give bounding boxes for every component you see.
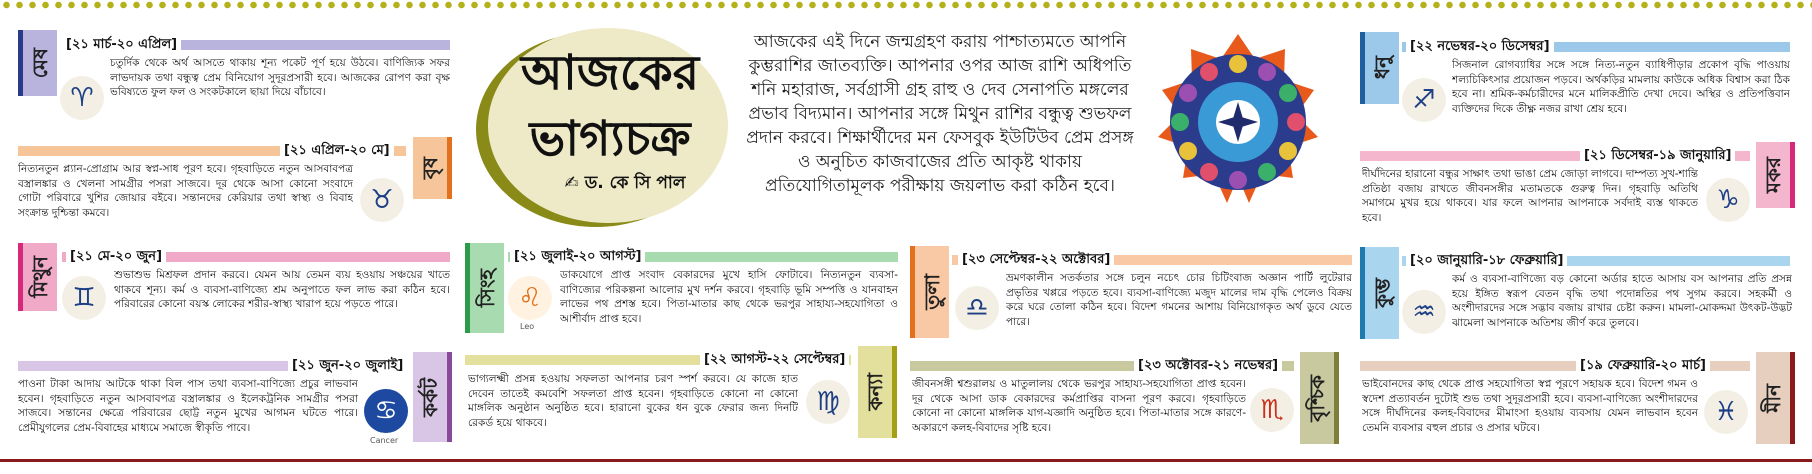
sign-name-tab: কন্যা — [858, 346, 897, 438]
capricorn-icon: ♑ — [1706, 178, 1750, 222]
sign-name-tab: মিথুন — [18, 243, 57, 311]
date-range: [১৯ ফেব্রুয়ারি-২০ মার্চ] — [1576, 356, 1710, 377]
forecast-text: ভ্রমণকালীন সতর্কতার সঙ্গে চলুন নচেৎ চোর চিটিংবাজ অজ্ঞান পার্টি লুটেরার প্রভৃতির খপ্পরে পড়তে হবে। ব্যবসা-বাণিজ্যে মজুদ মালের দাম বৃদ্ধি পেলেও বিক্রয় করে ঘরে তোলা কঠিন হবে। বিদেশ গমনের আশায় বিনিয়োগকৃত অর্থ ডুবে যেতে পারে। — [1006, 272, 1352, 328]
date-range: [২১ এপ্রিল-২০ মে] — [280, 141, 394, 162]
sign-name-tab: মকর — [1756, 142, 1795, 208]
forecast-text: চতুর্দিক থেকে অর্থ আসতে থাকায় শূন্য পকেট পূর্ণ হয়ে উঠবে। বাণিজ্যিক সফর লাভদায়ক তথা বন্ধুত্ব প্রেম বিনিয়োগ সুদূরপ্রসারী হবে। আজকের রোপণ করা বৃক্ষ ভবিষ্যতে ফুল ফল ও সংকটকালে ছায়া দিয়ে বাঁচাবে। — [110, 57, 450, 98]
forecast-text: শুভাশুভ মিশ্রফল প্রদান করবে। যেমন আয় তেমন ব্যয় হওয়ায় সঞ্চয়ের খাতে থাকবে শূন্য। কর্ম ও ব্যবসা-বাণিজ্যে শ্রম অনুপাতে ফল লাভ করা কঠিন হবে। পরিবারের কোনো বয়স্ক লোকের শরীর-স্বাস্থ্য খারাপ হয়ে পড়তে পারে। — [114, 269, 450, 310]
sign-name-tab: তুলা — [910, 246, 949, 338]
aquarius-icon: ♒ — [1402, 290, 1446, 334]
zodiac-wheel-icon — [1148, 32, 1328, 212]
gemini-icon: ♊ — [62, 276, 106, 320]
forecast-text: নিত্যনতুন প্ল্যান-প্রোগ্রাম আর স্বপ্ন-সাধ পূরণ হবে। গৃহবাড়িতে নতুন আসবাবপত্র বস্ত্রালঙ্কার ও খেলনা সামগ্রীর পসরা সাজবে। দূর থেকে আসা কোনো সংবাদে গোটা পরিবারে খুশির জোয়ার বইবে। সন্তানদের কেরিয়ার তথা স্বাস্থ্য ও বিবাহ সংক্রান্ত দুশ্চিন্তা কমবে। — [18, 163, 353, 219]
scorpio-icon: ♏ — [1250, 388, 1294, 432]
date-range: [২৩ সেপ্টেম্বর-২২ অক্টোবর] — [958, 250, 1114, 271]
forecast-text: কর্ম ও ব্যবসা-বাণিজ্যে বড় কোনো অর্ডার হাতে আসায় বস আপনার প্রতি প্রসন্ন হয়ে ইঙ্গিত স্বরূপ বেতন বৃদ্ধি তথা পদোন্নতির পথ সুগম করবে। সহকর্মী ও অংশীদারদের সঙ্গে সদ্ভাব বজায় রাখার চেষ্টা করুন। মামলা-মোকদ্দমা উৎকট-উদ্ভট ঝামেলা আপনাকে অতিশয় জীর্ণ করে তুলবে। — [1452, 273, 1792, 329]
libra-icon: ♎ — [955, 286, 999, 330]
sign-name-tab: ধনু — [1360, 32, 1399, 104]
forecast-text: সিজনাল রোগব্যাধির সঙ্গে সঙ্গে নিত্য-নতুন ব্যাধিপীড়ার প্রকোপ বৃদ্ধি পাওয়ায় শল্যচিকিৎসার প্রয়োজন পড়বে। অর্থকড়ির মামলায় কাউকে অধিক বিশ্বাস করা ঠিক হবে না। শ্রমিক-কর্মচারীদের মনে মালিকপ্রীতি দেখা দেবে। অস্থির ও প্রতিপত্তিবান ব্যক্তিদের দিকে তীক্ষ্ণ নজর রাখা শ্রেয় হবে। — [1452, 59, 1790, 115]
forecast-text: ভাগ্যলক্ষ্মী প্রসন্ন হওয়ায় সফলতা আপনার চরণ স্পর্শ করবে। যে কাজে হাত দেবেন তাতেই কমবেশি সফলতা প্রাপ্ত হবেন। গৃহবাড়িতে কোনো না কোনো মাঙ্গলিক অনুষ্ঠান অনুষ্ঠিত হবে। হারানো বুকের ধন বুকে ফেরার জন্য দিনটি রেকর্ড হয়ে থাকবে। — [468, 373, 798, 429]
dotted-border-top — [0, 0, 1812, 10]
date-range: [২১ মে-২০ জুন] — [66, 247, 166, 268]
date-range: [২১ ডিসেম্বর-১৯ জানুয়ারি] — [1580, 146, 1735, 167]
forecast-text: ডাকযোগে প্রাপ্ত সংবাদ বেকারদের মুখে হাসি ফোটাবে। নিত্যনতুন ব্যবসা-বাণিজ্যের পরিকল্পনা আলোর মুখ দর্শন করবে। গৃহবাড়ি ভূমি সম্পত্তি ও যানবাহন লাভের পথ প্রশস্ত হবে। পিতা-মাতার কাছ থেকে ভরপুর সাহায্য-সহযোগিতা ও আশীর্বাদ প্রাপ্ত হবে। — [560, 269, 898, 325]
cancer-icon: ♋ — [364, 389, 408, 433]
sagittarius-icon: ♐ — [1402, 78, 1446, 122]
author-byline: ✍ ড. কে সি পাল — [564, 173, 686, 193]
forecast-text: পাওনা টাকা আদায় আটকে থাকা বিল পাস তথা ব্যবসা-বাণিজ্যে প্রচুর লাভবান হবেন। গৃহবাড়িতে নতুন আসবাবপত্র বস্ত্রালঙ্কার ও ইলেকট্রনিক সামগ্রীর পসরা সাজবে। সন্তানের ক্ষেত্রে পরিবারের ছোট্ট নতুন মুখের আগমন ঘটতে পারে। প্রেমীযুগলের প্রেম-বিবাহের মাধ্যমে সমাজে স্বীকৃতি পাবে। — [18, 378, 358, 434]
date-range: [২২ আগস্ট-২২ সেপ্টেম্বর] — [700, 350, 849, 371]
sign-name-tab: সিংহ — [465, 243, 504, 333]
date-range: [২১ মার্চ-২০ এপ্রিল] — [62, 35, 181, 56]
sign-name-tab: কর্কট — [413, 352, 452, 442]
virgo-icon: ♍ — [806, 380, 850, 424]
sign-name-tab: মীন — [1756, 352, 1795, 444]
page-title: আজকের ভাগ্যচক্র — [520, 45, 700, 167]
aries-icon: ♈ — [60, 76, 104, 120]
sign-name-tab: বৃশ্চিক — [1300, 352, 1339, 444]
pisces-icon: ♓ — [1704, 390, 1748, 434]
bottom-rule — [0, 459, 1812, 462]
date-range: [২১ জুন-২০ জুলাই] — [288, 356, 407, 377]
date-range: [২২ নভেম্বর-২০ ডিসেম্বর] — [1406, 37, 1554, 58]
forecast-text: ভাইবোনদের কাছ থেকে প্রাপ্ত সহযোগিতা স্বপ্ন পূরণে সহায়ক হবে। বিদেশ গমন ও স্বদেশ প্রত্যাবর্তন দুটোই শুভ তথা সুদূরপ্রসারী হবে। ব্যবসা-বাণিজ্যে অংশীদারদের সঙ্গে দীর্ঘদিনের কলহ-বিবাদের মীমাংসা হওয়ায় ব্যবসায় যেমন লাভবান হবেন তেমনি ব্যবসার বহুল প্রচার ও প্রসার ঘটবে। — [1362, 378, 1698, 434]
taurus-icon: ♉ — [360, 178, 404, 222]
sign-name-tab: বৃষ — [413, 137, 452, 199]
leo-icon: ♌ — [508, 276, 552, 320]
date-range: [২৩ অক্টোবর-২১ নভেম্বর] — [1134, 356, 1282, 377]
date-range: [২১ জুলাই-২০ আগস্ট] — [510, 247, 645, 268]
intro-paragraph: আজকের এই দিনে জন্মগ্রহণ করায় পাশ্চাত্যমতে আপনি কুম্ভরাশির জাতব্যক্তি। আপনার ওপর আজ রাশি অধিপতি শনি মহারাজ, সর্বগ্রাসী গ্রহ রাহু ও দেব সেনাপতি মঙ্গলের প্রভাব বিদ্যমান। আপনার সঙ্গে মিথুন রাশির বন্ধুত্ব শুভফল প্রদান করবে। শিক্ষার্থীদের মন ফেসবুক ইউটিউব প্রেম প্রসঙ্গ ও অনুচিত কাজবাজের প্রতি আকৃষ্ট থাকায় প্রতিযোগিতামূলক পরীক্ষায় জয়লাভ করা কঠিন হবে। — [746, 32, 1134, 196]
sign-name-tab: কুম্ভ — [1360, 247, 1399, 339]
forecast-text: জীবনসঙ্গী শ্বশুরালয় ও মাতুলালয় থেকে ভরপুর সাহায্য-সহযোগিতা প্রাপ্ত হবেন। দূর থেকে আসা ডাক বেকারদের কর্মপ্রাপ্তির বাসনা পূরণ করবে। গৃহবাড়িতে কোনো না কোনো মাঙ্গলিক যাগ-যজ্ঞাদি অনুষ্ঠিত হবে। পিতা-মাতার সঙ্গে কারণে-অকারণে কলহ-বিবাদের সৃষ্টি হবে। — [912, 378, 1246, 434]
sign-name-tab: মেষ — [18, 30, 57, 96]
forecast-text: দীর্ঘদিনের হারানো বন্ধুর সাক্ষাৎ তথা ভাঙা প্রেম জোড়া লাগবে। দাম্পত্য সুখ-শান্তি প্রতিষ্ঠা বজায় রাখতে জীবনসঙ্গীর মতামতকে গুরুত্ব দিন। গৃহবাড়ি অতিথি সমাগমে মুখর হয়ে থাকবে। যার ফলে আপনার আপনাকে সর্বদাই ব্যস্ত থাকতে হবে। — [1362, 168, 1698, 224]
date-range: [২০ জানুয়ারি-১৮ ফেব্রুয়ারি] — [1406, 251, 1567, 272]
pen-icon: ✍ — [564, 173, 585, 193]
